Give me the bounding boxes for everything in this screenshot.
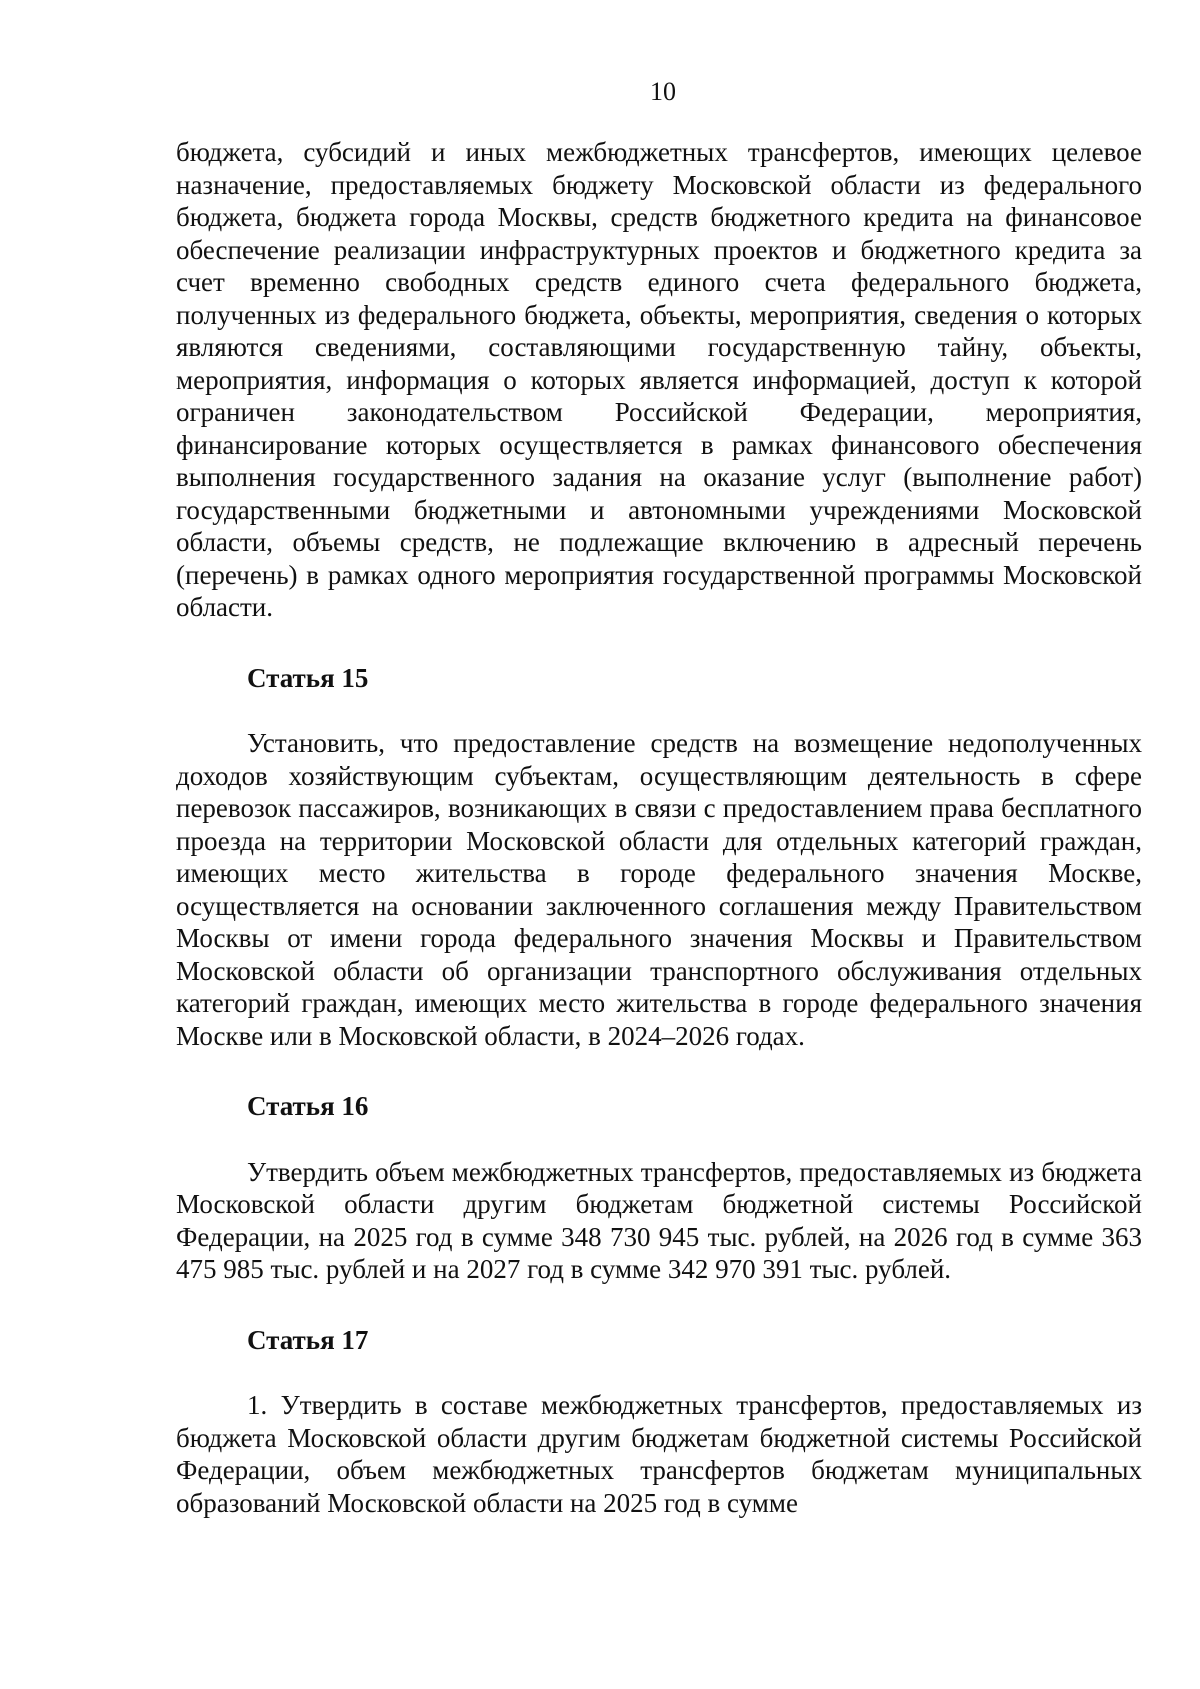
article-17-heading: Статья 17 — [247, 1324, 369, 1355]
article-15-paragraph: Установить, что предоставление средств на возмещение недополученных доходов хозяйствующим субъектам, осуществляющим деятельность в сфере перевозок пассажиров, возникающих в связи с предоставлением права бесплатного проезда на территории Московской области для отдельных категорий граждан, имеющих место жительства в городе федерального значения Москве, осуществляется на основании заключенного соглашения между Правительством Москвы от имени города федерального значения Москвы и Правительством Московской области об организации транспортного обслуживания отдельных категорий граждан, имеющих место жительства в городе федерального значения Москве или в Московской области, в 2024–2026 годах. — [176, 728, 1142, 1051]
page-number: 10 — [650, 77, 676, 106]
document-body — [176, 136, 1142, 1519]
article-16-heading: Статья 16 — [247, 1091, 369, 1121]
article-15-heading: Статья 15 — [247, 662, 369, 693]
article-17-paragraph: 1. Утвердить в составе межбюджетных трансфертов, предоставляемых из бюджета Московской области другим бюджетам бюджетной системы Российской Федерации, объем межбюджетных трансфертов бюджетам муниципальных образований Московской области на 2025 год в сумме — [176, 1390, 1142, 1518]
continuation-paragraph: бюджета, субсидий и иных межбюджетных трансфертов, имеющих целевое назначение, предоставляемых бюджету Московской области из федерального бюджета, бюджета города Москвы, средств бюджетного кредита на финансовое обеспечение реализации инфраструктурных проектов и бюджетного кредита за счет временно свободных средств единого счета федерального бюджета, полученных из федерального бюджета, объекты, мероприятия, сведения о которых являются сведениями, составляющими государственную тайну, объекты, мероприятия, информация о которых является информацией, доступ к которой ограничен законодательством Российской Федерации, мероприятия, финансирование которых осуществляется в рамках финансового обеспечения выполнения государственного задания на оказание услуг (выполнение работ) государственными бюджетными и автономными учреждениями Московской области, объемы средств, не подлежащие включению в адресный перечень (перечень) в рамках одного мероприятия государственной программы Московской области. — [176, 137, 1142, 622]
article-16-paragraph: Утвердить объем межбюджетных трансфертов, предоставляемых из бюджета Московской области другим бюджетам бюджетной системы Российской Федерации, на 2025 год в сумме 348 730 945 тыс. рублей, на 2026 год в сумме 363 475 985 тыс. рублей и на 2027 год в сумме 342 970 391 тыс. рублей. — [176, 1156, 1142, 1284]
